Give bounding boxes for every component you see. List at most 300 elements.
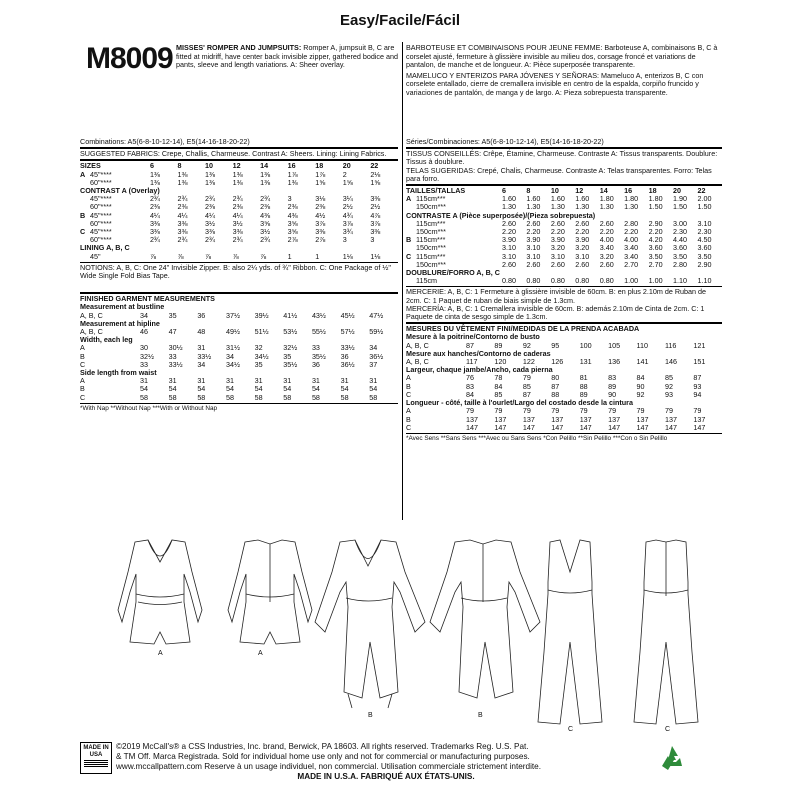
table-cell: 3 [287, 194, 292, 204]
difficulty-label: Easy/Facile/Fácil [339, 12, 461, 29]
description-en [176, 44, 398, 70]
footer-line-1: ©2019 McCall's® a CSS Industries, Inc. brand, Berwick, PA 18603. All rights reserved. Trademarks Reg. U.S. Pat. [116, 742, 529, 751]
table-row [406, 399, 722, 407]
footer-line-2: & TM Off. Marca Registrada. Sold for individual home use only and not for commercial or manufacturing purposes. [116, 752, 530, 761]
table-cell: 150cm*** [416, 243, 446, 253]
table-cell: 1.30 [526, 202, 541, 212]
table-cell: 151 [693, 357, 706, 367]
table-cell: 2⅛ [370, 169, 381, 179]
table-cell: 3⅜ [370, 227, 381, 237]
table-cell: 3⅝ [287, 227, 298, 237]
table-cell: 4⅜ [287, 210, 298, 220]
table-cell: C [80, 359, 86, 369]
table-cell: 58 [340, 392, 349, 402]
table-cell: 122 [522, 357, 535, 367]
table-cell: 126 [551, 357, 564, 367]
table-cell: 1.50 [648, 202, 663, 212]
table-cell: 36½ [340, 359, 355, 369]
table-cell: 1.60 [550, 194, 565, 204]
table-cell: 2¾ [177, 235, 188, 245]
fgm-title-fr-es: MESURES DU VÊTEMENT FINI/MEDIDAS DE LA PRENDA ACABADA [406, 324, 640, 334]
table-cell: 2¾ [260, 235, 271, 245]
table-cell: 37½ [225, 310, 240, 320]
table-cell: ⅞ [205, 251, 212, 261]
table-cell: 2¾ [205, 235, 216, 245]
table-cell: B [406, 235, 412, 245]
table-cell: 110 [636, 340, 648, 350]
view-a-back-drawing [228, 540, 312, 644]
fgm-title-en: FINISHED GARMENT MEASUREMENTS [80, 294, 215, 304]
table-cell: 3.20 [599, 251, 614, 261]
table-cell: 1⅝ [315, 177, 326, 187]
table-cell: 78 [494, 373, 503, 383]
view-c-back-drawing [634, 540, 698, 724]
table-cell: 1.00 [648, 276, 663, 286]
table-cell: 3.20 [550, 243, 565, 253]
table-cell: 4¼ [232, 210, 243, 220]
table-cell: 84 [636, 373, 645, 383]
table-cell: 83 [466, 381, 474, 391]
table-cell: 31 [168, 376, 177, 386]
table-cell: 89 [608, 381, 617, 391]
size-header: 10 [550, 186, 559, 196]
footer-line-4: MADE IN U.S.A. FABRIQUÉ AUX ÉTATS-UNIS. [297, 772, 475, 781]
table-cell: 3⅜ [149, 227, 160, 237]
table-cell: C [80, 392, 86, 402]
table-cell: 2.30 [673, 227, 688, 237]
pattern-number: M8009 [86, 42, 173, 75]
table-cell: 49½ [225, 327, 240, 337]
table-cell: 1.30 [599, 202, 614, 212]
table-cell: 2⅞ [315, 235, 326, 245]
size-header: 12 [232, 161, 241, 171]
table-cell: 87 [551, 381, 560, 391]
table-cell: 1⅞ [315, 169, 326, 179]
table-cell: 60"**** [90, 235, 112, 245]
section-label: DOUBLURE/FORRO A, B, C [406, 268, 500, 278]
table-cell: 79 [522, 373, 531, 383]
size-header: 20 [342, 161, 351, 171]
size-header: 22 [697, 186, 706, 196]
table-cell: 92 [664, 381, 673, 391]
description-en-text: Romper A, jumpsuit B, C are fitted at midriff, have center back invisible zipper, gathered bodice and pants, sleeve and length variations. A: Sheer overlay. [176, 43, 399, 70]
table-cell: 150cm*** [416, 259, 446, 269]
table-cell: 3.90 [501, 235, 516, 245]
table-cell: 33 [140, 359, 148, 369]
recycle-icon [656, 742, 688, 774]
table-cell: 90 [608, 389, 617, 399]
combinations-fr-es: Séries/Combinaciones: A5(6-8-10-12-14), E5(14-16-18-20-22) [406, 137, 604, 146]
table-cell: 3.40 [624, 243, 639, 253]
table-row [406, 374, 722, 382]
table-cell: 3.50 [648, 251, 663, 261]
table-cell: 54 [140, 384, 148, 394]
garment-line-drawings [80, 532, 720, 732]
table-cell: 0.80 [575, 276, 590, 286]
view-c-front-drawing [538, 540, 602, 724]
table-cell: 32½ [140, 351, 154, 361]
size-header: 14 [599, 186, 608, 196]
table-cell: 31 [340, 376, 349, 386]
section-label: Longueur - côté, taille à l'ourlet/Largo del costado desde la cintura [406, 398, 633, 408]
section-label: Measurement at bustline [80, 302, 165, 312]
table-cell: 2.90 [697, 259, 712, 269]
table-cell: ⅞ [232, 251, 239, 261]
table-cell: 3.40 [599, 243, 614, 253]
table-cell: 147 [494, 422, 507, 432]
table-cell: 34 [197, 359, 206, 369]
table-cell: 2.60 [550, 218, 565, 228]
copyright-footer [116, 742, 656, 782]
size-header: 8 [526, 186, 531, 196]
section-label: CONTRASTE A (Pièce superposée)/(Pieza sobrepuesta) [406, 210, 596, 220]
table-cell: 3½ [205, 218, 216, 228]
table-cell: 105 [608, 340, 621, 350]
table-cell: A, B, C [406, 340, 429, 350]
table-cell: 1⅜ [232, 177, 243, 187]
table-cell: 58 [311, 392, 320, 402]
table-cell: 45"**** [90, 194, 112, 204]
table-cell: 2.60 [550, 259, 565, 269]
table-cell: 131 [579, 357, 592, 367]
table-cell: 137 [522, 414, 535, 424]
table-cell: 83 [608, 373, 617, 383]
table-cell: 36 [311, 359, 320, 369]
table-cell: 92 [636, 389, 645, 399]
table-cell: 2⅜ [315, 202, 326, 212]
table-cell: ⅞ [177, 251, 184, 261]
table-cell: 36 [340, 351, 349, 361]
table-cell: 147 [522, 422, 535, 432]
table-cell: B [80, 210, 86, 220]
table-cell: 2¾ [177, 194, 188, 204]
table-cell: 48 [197, 327, 206, 337]
table-cell: 115cm [416, 276, 438, 286]
table-cell: 34 [369, 343, 378, 353]
table-cell: 1⅝ [342, 177, 353, 187]
table-cell: 147 [466, 422, 478, 432]
table-cell: 3.10 [550, 251, 565, 261]
table-cell: 4.00 [624, 235, 639, 245]
table-cell: 36½ [369, 351, 384, 361]
yardage-table-fr-es [406, 187, 722, 285]
table-cell: 33½ [197, 351, 212, 361]
size-header: 16 [624, 186, 633, 196]
table-cell: 87 [522, 389, 531, 399]
illus-label-b-back: B [478, 712, 483, 719]
table-cell: 43½ [311, 310, 326, 320]
table-cell: 37 [369, 359, 378, 369]
table-cell: 31 [369, 376, 378, 386]
table-cell: 2⅞ [287, 235, 298, 245]
table-cell: 79 [579, 406, 588, 416]
table-cell: 2⅜ [232, 202, 243, 212]
table-cell: 1.30 [501, 202, 516, 212]
fabrics-es: TELAS SUGERIDAS: Crepé, Chalis, Charmeuse. Contraste A: Telas transparentes. Forro: Telas para forro. [406, 165, 712, 183]
table-cell: 88 [579, 381, 588, 391]
footer-line-3: www.mccallpattern.com Reserve à un usage individuel, non commercial. Utilisation commerciale strictement interdite. [116, 762, 542, 771]
table-cell: 35 [168, 310, 177, 320]
table-cell: 1 [315, 251, 320, 261]
table-cell: 3.90 [526, 235, 541, 245]
table-cell: 2¾ [149, 235, 160, 245]
table-cell: 34½ [254, 351, 269, 361]
view-b-back-drawing [430, 540, 540, 698]
table-cell: 93 [664, 389, 673, 399]
table-cell: C [406, 389, 412, 399]
table-cell: 31 [225, 376, 234, 386]
measurement-table-en [80, 303, 398, 401]
table-cell: 2.60 [501, 218, 516, 228]
table-cell: 137 [664, 414, 677, 424]
section-label: Width, each leg [80, 335, 133, 345]
table-cell: 47½ [369, 310, 384, 320]
table-row [406, 383, 722, 391]
table-cell: 31 [283, 376, 292, 386]
table-cell: 2⅜ [287, 202, 298, 212]
table-cell: 3⅛ [315, 194, 326, 204]
table-cell: 1⅜ [260, 169, 271, 179]
table-cell: 120 [494, 357, 507, 367]
table-cell: 3.00 [673, 218, 688, 228]
table-cell: 2¾ [205, 194, 216, 204]
table-cell: 4½ [315, 210, 326, 220]
table-cell: 147 [608, 422, 621, 432]
size-header: 16 [287, 161, 296, 171]
table-cell: 35 [254, 359, 263, 369]
table-cell: 32½ [283, 343, 298, 353]
table-cell: 53½ [283, 327, 298, 337]
table-cell: 1.00 [624, 276, 639, 286]
section-label: Mesure à la poitrine/Contorno de busto [406, 332, 540, 342]
size-header: 22 [370, 161, 379, 171]
table-row [80, 369, 398, 377]
table-cell: 60"**** [90, 202, 112, 212]
yardage-table-en [80, 162, 398, 260]
table-cell: 33½ [168, 359, 183, 369]
table-cell: 54 [254, 384, 263, 394]
table-cell: 54 [369, 384, 378, 394]
description-fr-es [406, 44, 722, 98]
table-cell: 79 [636, 406, 645, 416]
table-row [80, 377, 398, 385]
table-cell: C [406, 422, 412, 432]
table-cell: 117 [466, 357, 478, 367]
table-cell: 1⅜ [177, 169, 188, 179]
table-cell: 1⅛ [342, 251, 353, 261]
table-cell: 115cm*** [416, 251, 446, 261]
table-cell: 4.00 [599, 235, 614, 245]
table-cell: 94 [693, 389, 702, 399]
table-cell: 55½ [311, 327, 326, 337]
notions-en: NOTIONS: A, B, C: One 24" Invisible Zipper. B: also 2¼ yds. of ¾" Ribbon. C: One Package of ½" Wide Single Fold Bias Tape. [80, 262, 391, 281]
table-cell: 3¾ [342, 227, 353, 237]
table-cell: 121 [693, 340, 706, 350]
right-column [406, 138, 722, 443]
table-cell: 2.70 [648, 259, 663, 269]
table-cell: 3½ [232, 218, 243, 228]
illus-label-b-front: B [368, 712, 373, 719]
table-cell: 3.50 [697, 251, 712, 261]
table-cell: 45"**** [90, 169, 112, 179]
divider [80, 403, 398, 404]
table-cell: 3.40 [624, 251, 639, 261]
size-header: 10 [205, 161, 214, 171]
table-cell: 84 [466, 389, 474, 399]
table-cell: 33 [311, 343, 320, 353]
table-cell: 1.50 [697, 202, 712, 212]
table-cell: 2.60 [526, 259, 541, 269]
table-cell: 2¾ [232, 235, 243, 245]
table-cell: 2.20 [599, 227, 614, 237]
table-cell: C [406, 251, 412, 261]
table-cell: 58 [283, 392, 292, 402]
table-cell: 87 [466, 340, 474, 350]
size-header: 18 [315, 161, 324, 171]
table-cell: 3⅞ [342, 218, 353, 228]
table-cell: 4.20 [648, 235, 663, 245]
table-cell: 147 [664, 422, 677, 432]
table-cell: 137 [551, 414, 564, 424]
table-cell: 137 [693, 414, 706, 424]
table-cell: 89 [579, 389, 588, 399]
table-cell: B [80, 351, 85, 361]
table-cell: 1⅜ [149, 177, 160, 187]
table-cell: 1.50 [673, 202, 688, 212]
table-cell: 79 [466, 406, 474, 416]
table-cell: 31½ [225, 343, 240, 353]
table-cell: 1⅜ [205, 169, 216, 179]
table-cell: 1⅜ [149, 169, 160, 179]
table-cell: A, B, C [406, 357, 429, 367]
section-label: Side length from waist [80, 368, 157, 378]
table-cell: 2¾ [149, 194, 160, 204]
table-cell: 31 [311, 376, 320, 386]
illus-label-c-back: C [665, 726, 671, 733]
table-cell: 3⅜ [232, 227, 243, 237]
table-cell: 54 [168, 384, 177, 394]
fabrics-fr: TISSUS CONSEILLÉS: Crêpe, Étamine, Charmeuse. Contraste A: Tissus transparents. Doublure: Tissus à doublure. [406, 149, 718, 167]
table-cell: 36 [197, 310, 206, 320]
made-in-usa-text: MADE IN USA [83, 745, 109, 758]
table-cell: 60"**** [90, 218, 112, 228]
table-cell: 2⅜ [260, 202, 271, 212]
table-cell: 80 [551, 373, 560, 383]
description-fr: BARBOTEUSE ET COMBINAISONS POUR JEUNE FEMME: Barboteuse A, combinaisons B, C à corselet ajusté, fermeture à glissière invisible au milieu dos, corsage froncé et variations de pantalon, de manche et de longueur. A: Pièce superposée transparente. [406, 43, 718, 70]
table-cell: 3⅜ [149, 218, 160, 228]
table-cell: 79 [551, 406, 560, 416]
table-cell: 54 [311, 384, 320, 394]
table-cell: 31 [254, 376, 263, 386]
table-cell: 58 [168, 392, 177, 402]
table-cell: 31 [140, 376, 148, 386]
table-cell: C [80, 227, 86, 237]
illus-label-c-front: C [568, 726, 574, 733]
table-cell: 4¾ [342, 210, 353, 220]
table-cell: 35 [283, 351, 292, 361]
table-cell: B [80, 384, 85, 394]
table-cell: 0.80 [526, 276, 541, 286]
table-cell: 3.10 [575, 251, 590, 261]
table-cell: 31 [197, 376, 206, 386]
table-cell: 87 [693, 373, 702, 383]
section-label: Measurement at hipline [80, 318, 160, 328]
table-cell: 150cm*** [416, 202, 446, 212]
table-row [80, 394, 398, 402]
section-label: CONTRAST A (Overlay) [80, 186, 160, 196]
table-cell: 79 [693, 406, 702, 416]
section-label: Mesure aux hanches/Contorno de caderas [406, 348, 551, 358]
table-cell: 147 [636, 422, 649, 432]
table-cell: 58 [197, 392, 206, 402]
column-divider [402, 42, 403, 520]
table-cell: 100 [579, 340, 592, 350]
section-label: LINING A, B, C [80, 243, 130, 253]
table-cell: 85 [494, 389, 503, 399]
table-cell: 1⅜ [205, 177, 216, 187]
table-cell: 2⅜ [205, 202, 216, 212]
table-cell: 3⅜ [177, 218, 188, 228]
table-cell: A [80, 376, 85, 386]
table-cell: 3¼ [342, 194, 353, 204]
table-cell: 2.20 [526, 227, 541, 237]
table-cell: 116 [664, 340, 677, 350]
table-cell: 3.60 [648, 243, 663, 253]
table-cell: 4.50 [697, 235, 712, 245]
table-cell: 2.20 [501, 227, 516, 237]
table-cell: A, B, C [80, 327, 103, 337]
table-cell: 3.10 [526, 243, 541, 253]
table-cell: 4.40 [673, 235, 688, 245]
table-cell: 3⅞ [370, 218, 381, 228]
table-cell: 1⅜ [260, 177, 271, 187]
table-cell: 1.80 [624, 194, 639, 204]
table-cell: 2¾ [260, 194, 271, 204]
table-cell: 137 [608, 414, 621, 424]
table-cell: 147 [551, 422, 564, 432]
table-cell: 3.90 [550, 235, 565, 245]
table-cell: 2.60 [501, 259, 516, 269]
table-cell: 137 [636, 414, 649, 424]
table-cell: 2 [342, 169, 347, 179]
table-cell: 3 [370, 235, 375, 245]
table-cell: 31 [197, 343, 206, 353]
table-cell: 3 [342, 235, 347, 245]
table-cell: 2.20 [550, 227, 565, 237]
size-header: 14 [260, 161, 269, 171]
table-cell: B [406, 414, 411, 424]
table-cell: 46 [140, 327, 148, 337]
nap-note-fr-es: *Avec Sens **Sans Sens ***Avec ou Sans Sens *Con Pelillo **Sin Pelillo ***Con o Sin Pelillo [406, 434, 668, 442]
table-cell: ⅞ [149, 251, 156, 261]
size-header: 6 [149, 161, 154, 171]
table-cell: 34 [140, 310, 148, 320]
table-cell: 2½ [342, 202, 353, 212]
table-cell [80, 195, 90, 203]
table-cell: 1⅜ [287, 177, 298, 187]
table-cell: 35½ [283, 359, 298, 369]
table-cell: ⅞ [260, 251, 267, 261]
table-cell: 58 [140, 392, 148, 402]
table-cell: 2⅜ [149, 202, 160, 212]
table-cell: 30½ [168, 343, 183, 353]
table-cell: 1⅞ [287, 169, 298, 179]
table-cell: B [406, 381, 411, 391]
table-cell: 2.20 [648, 227, 663, 237]
table-cell: 1⅝ [370, 177, 381, 187]
table-cell: 54 [340, 384, 349, 394]
illus-label-a-back: A [258, 650, 263, 657]
